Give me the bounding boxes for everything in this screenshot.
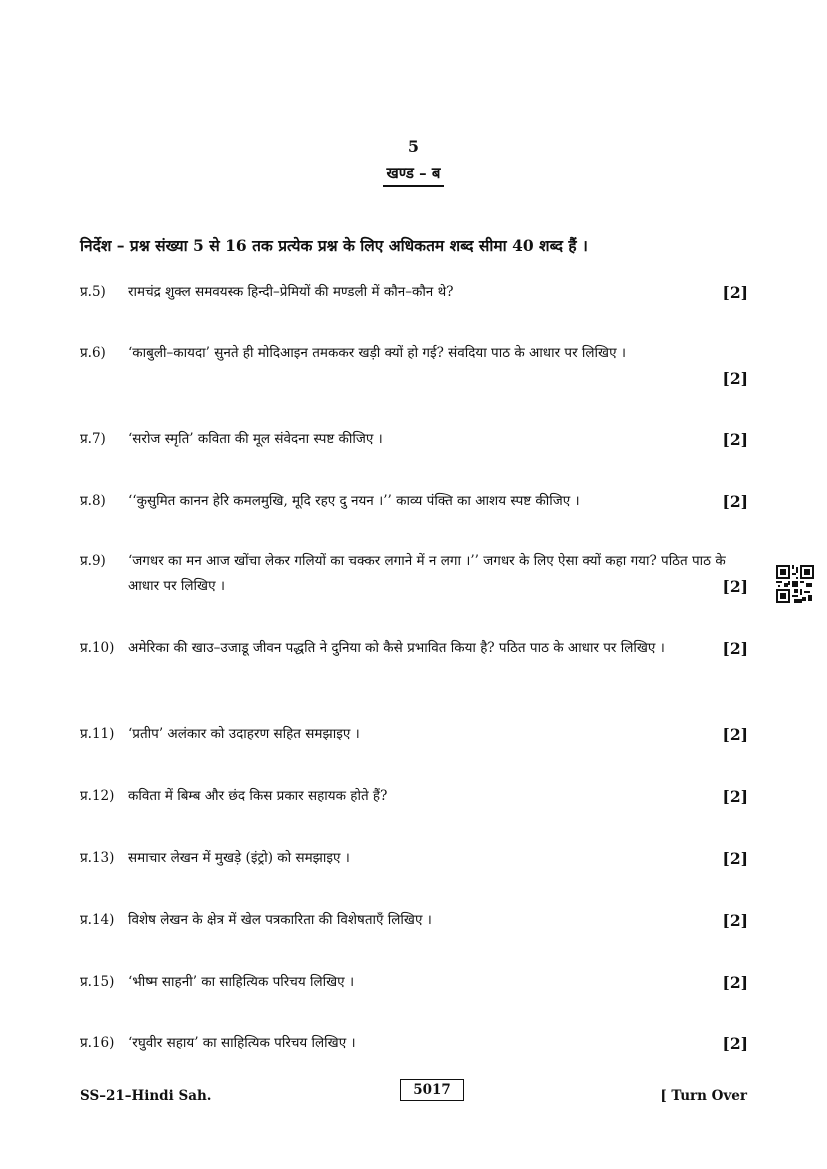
question-marks: [2] <box>722 283 748 302</box>
instruction: निर्देश – प्रश्न संख्या 5 से 16 तक प्रत्येक प्रश्न के लिए अधिकतम शब्द सीमा 40 शब्द हैं । <box>80 236 588 255</box>
footer-booklet-code: 5017 <box>400 1079 464 1101</box>
question-marks: [2] <box>722 430 748 449</box>
page-number: 5 <box>407 137 420 156</box>
qr-code-icon <box>776 565 814 603</box>
question-13 <box>80 846 748 871</box>
question-text: ‘रघुवीर सहाय’ का साहित्यिक परिचय लिखिए । <box>128 1035 356 1051</box>
question-8 <box>80 489 748 514</box>
question-7 <box>80 427 748 452</box>
question-9 <box>80 549 748 599</box>
question-6 <box>80 341 748 391</box>
question-marks: [2] <box>722 577 748 596</box>
question-text: ‘‘कुसुमित कानन हेरि कमलमुखि, मूदि रहए दु नयन ।’’ काव्य पंक्ति का आशय स्पष्ट कीजिए । <box>128 493 580 509</box>
footer-paper-code: SS–21–Hindi Sah. <box>80 1088 212 1104</box>
question-12 <box>80 784 748 809</box>
section-title <box>0 163 827 187</box>
question-number: प्र.6) <box>80 345 106 361</box>
question-marks: [2] <box>722 492 748 511</box>
question-number: प्र.12) <box>80 788 115 804</box>
question-number: प्र.16) <box>80 1035 115 1051</box>
question-number: प्र.13) <box>80 850 115 866</box>
question-number: प्र.9) <box>80 553 106 569</box>
question-text: ‘भीष्म साहनी’ का साहित्यिक परिचय लिखिए । <box>128 974 355 990</box>
question-text: विशेष लेखन के क्षेत्र में खेल पत्रकारिता की विशेषताएँ लिखिए । <box>128 912 432 928</box>
question-text: ‘प्रतीप’ अलंकार को उदाहरण सहित समझाइए । <box>128 726 360 742</box>
question-text: ‘काबुली–कायदा’ सुनते ही मोदिआइन तमककर खड़ी क्यों हो गई? संवदिया पाठ के आधार पर लिखिए । <box>128 345 626 361</box>
footer-turn-over: [ Turn Over <box>660 1088 747 1104</box>
question-16 <box>80 1031 748 1056</box>
question-number: प्र.7) <box>80 431 106 447</box>
question-number: प्र.14) <box>80 912 115 928</box>
question-marks: [2] <box>722 973 748 992</box>
question-15 <box>80 970 748 995</box>
question-text: समाचार लेखन में मुखड़े (इंट्रो) को समझाइए । <box>128 850 350 866</box>
question-5 <box>80 280 748 305</box>
question-number: प्र.5) <box>80 284 106 300</box>
question-14 <box>80 908 748 933</box>
question-number: प्र.8) <box>80 493 106 509</box>
question-10 <box>80 636 748 661</box>
question-text: अमेरिका की खाउ–उजाडू जीवन पद्धति ने दुनिया को कैसे प्रभावित किया है? पठित पाठ के आधार पर लिखिए । <box>128 640 665 656</box>
question-text: ‘सरोज स्मृति’ कविता की मूल संवेदना स्पष्ट कीजिए । <box>128 431 383 447</box>
question-text: ‘जगधर का मन आज खोंचा लेकर गलियों का चक्कर लगाने में न लगा ।’’ जगधर के लिए ऐसा क्यों कहा गया? पठित पाठ के आधार पर लिखिए । <box>128 553 726 594</box>
question-text: रामचंद्र शुक्ल समवयस्क हिन्दी–प्रेमियों की मण्डली में कौन–कौन थे? <box>128 284 454 300</box>
section-title-text: खण्ड – ब <box>383 163 445 187</box>
question-text: कविता में बिम्ब और छंद किस प्रकार सहायक होते हैं? <box>128 788 388 804</box>
question-marks: [2] <box>722 849 748 868</box>
question-marks: [2] <box>722 369 748 388</box>
question-number: प्र.10) <box>80 640 115 656</box>
question-marks: [2] <box>722 1034 748 1053</box>
question-marks: [2] <box>722 639 748 658</box>
question-number: प्र.15) <box>80 974 115 990</box>
question-marks: [2] <box>722 911 748 930</box>
question-marks: [2] <box>722 725 748 744</box>
question-marks: [2] <box>722 787 748 806</box>
question-number: प्र.11) <box>80 726 115 742</box>
question-11 <box>80 722 748 747</box>
